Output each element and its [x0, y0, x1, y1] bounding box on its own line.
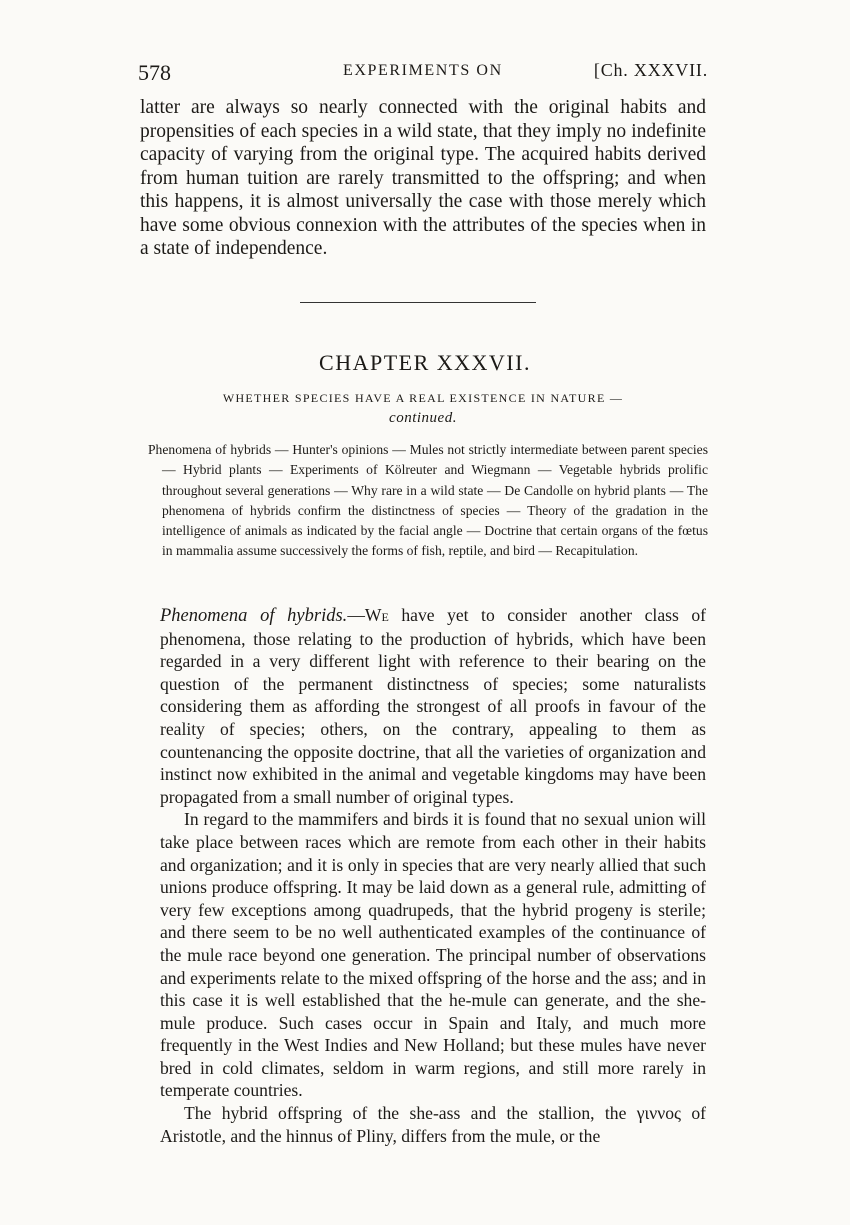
chapter-subtitle — [140, 388, 706, 428]
section-divider — [300, 302, 536, 303]
chapter-subtitle-continued: continued. — [389, 410, 457, 426]
running-title: EXPERIMENTS ON — [343, 62, 503, 79]
section-heading: Phenomena of hybrids. — [160, 606, 348, 626]
chapter-subtitle-main: WHETHER SPECIES HAVE A REAL EXISTENCE IN NATURE — — [222, 391, 624, 405]
chapter-summary — [148, 440, 708, 562]
main-text — [160, 604, 706, 1147]
paragraph-1-first-word: We — [364, 605, 389, 625]
section-heading-dash: — — [347, 605, 365, 625]
paragraph-2: In regard to the mammifers and birds it is found that no sexual union will take place between races which are remote from each other in their habits and organization; and it is only in species that are very nearly allied that such unions produce offspring. It may be laid down as a general rule, admitting of very few exceptions among quadrupeds, that the hybrid progeny is sterile; and there seem to be no well authenticated examples of the continuance of the mule race beyond one generation. The principal number of observations and experiments relate to the mixed offspring of the horse and the ass; and in this case it is well established that the he-mule can generate, and the she-mule produce. Such cases occur in Spain and Italy, and much more frequently in the West Indies and New Holland; but these mules have never bred in cold climates, seldom in warm regions, and still more rarely in temperate countries. — [160, 809, 706, 1101]
paragraph-1 — [160, 604, 706, 808]
paragraph-3: The hybrid offspring of the she-ass and the stallion, the γιννος of Aristotle, and the hinnus of Pliny, differs from the mule, or the — [160, 1103, 706, 1146]
page-number: 578 — [138, 60, 171, 85]
chapter-summary-text: Phenomena of hybrids — Hunter's opinions — Mules not strictly intermediate between parent species — Hybrid plants — Experiments of Kölreuter and Wiegmann — Vegetable hybrids prolific throughout several generations — Why rare in a wild state — De Candolle on hybrid plants — The phenomena of hybrids confirm the distinctness of species — Theory of the gradation in the intelligence of animals as indicated by the facial angle — Doctrine that certain organs of the fœtus in mammalia assume successively the forms of fish, reptile, and bird — Recapitulation. — [148, 442, 708, 559]
running-head — [138, 58, 708, 88]
paragraph-1-text: have yet to consider another class of phenomena, those relating to the production of hybrids, which have been regarded in a very different light with reference to their bearing on the question of the permanent distinctness of species; some naturalists considering them as affording the strongest of all proofs in favour of the reality of species; others, on the contrary, appealing to them as countenancing the opposite doctrine, that all the varieties of organization and instinct now exhibited in the animal and vegetable kingdoms may have been propagated from a small number of original types. — [160, 605, 706, 807]
chapter-reference: [Ch. XXXVII. — [593, 60, 708, 80]
chapter-title: CHAPTER XXXVII. — [319, 350, 531, 375]
continuation-text: latter are always so nearly connected with the original habits and propensities of each species in a wild state, that they imply no indefinite capacity of varying from the original type. The acquired habits derived from human tuition are rarely transmitted to the offspring; and when this happens, it is almost universally the case with those merely which have some obvious connexion with the attributes of the species when in a state of independence. — [140, 97, 706, 259]
continuation-paragraph — [140, 96, 706, 261]
